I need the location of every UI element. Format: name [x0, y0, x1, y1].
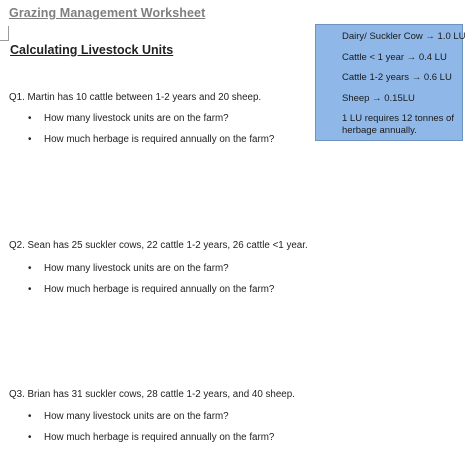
bullet-icon: •	[28, 284, 32, 295]
question-1-part-b: How much herbage is required annually on the farm?	[44, 134, 275, 145]
question-3-part-b: How much herbage is required annually on the farm?	[44, 432, 275, 443]
info-line-sheep: Sheep → 0.15LU	[342, 93, 415, 104]
question-1: Q1. Martin has 10 cattle between 1-2 years and 20 sheep.	[9, 92, 262, 103]
livestock-unit-reference-box	[315, 24, 466, 141]
question-2: Q2. Sean has 25 suckler cows, 22 cattle 1-2 years, 26 cattle <1 year.	[9, 240, 308, 251]
margin-corner-mark	[8, 26, 9, 40]
info-line-dairy-suckler: Dairy/ Suckler Cow → 1.0 LU	[342, 31, 466, 42]
question-2-part-a: How many livestock units are on the farm?	[44, 263, 229, 274]
bullet-icon: •	[28, 113, 32, 124]
question-3-part-a: How many livestock units are on the farm?	[44, 411, 229, 422]
question-1-part-a: How many livestock units are on the farm?	[44, 113, 229, 124]
bullet-icon: •	[28, 411, 32, 422]
bullet-icon: •	[28, 134, 32, 145]
info-line-herbage-requirement: 1 LU requires 12 tonnes of herbage annually.	[342, 113, 454, 136]
bullet-icon: •	[28, 432, 32, 443]
question-2-part-b: How much herbage is required annually on the farm?	[44, 284, 275, 295]
info-line-cattle-under-1: Cattle < 1 year → 0.4 LU	[342, 52, 447, 63]
margin-corner-mark	[0, 40, 9, 41]
bullet-icon: •	[28, 263, 32, 274]
question-3: Q3. Brian has 31 suckler cows, 28 cattle 1-2 years, and 40 sheep.	[9, 389, 295, 400]
document-title: Grazing Management Worksheet	[9, 6, 206, 20]
section-heading: Calculating Livestock Units	[10, 43, 174, 57]
info-line-cattle-1-2: Cattle 1-2 years → 0.6 LU	[342, 72, 452, 83]
